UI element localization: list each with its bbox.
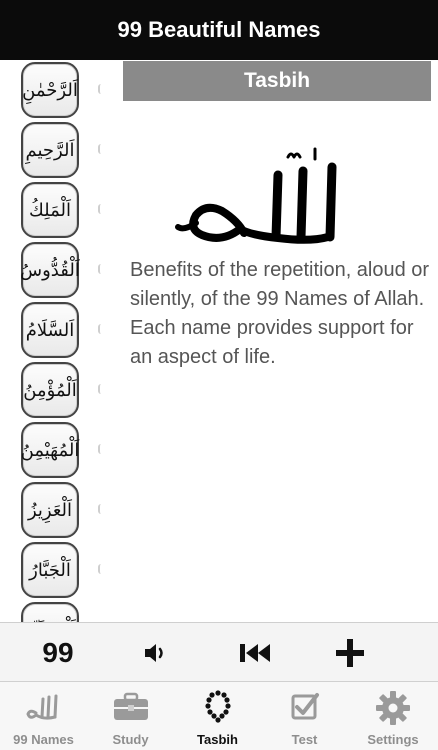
- tab-label: Settings: [367, 732, 419, 747]
- counter-button[interactable]: [22, 623, 94, 683]
- scroll-mark: [98, 504, 106, 514]
- list-item[interactable]: [0, 540, 112, 600]
- name-arabic: اَلْعَزِيزُ: [27, 499, 73, 521]
- names-list[interactable]: [0, 60, 112, 622]
- tab-study[interactable]: [87, 682, 174, 750]
- name-arabic: اَلْمَلِكُ: [28, 199, 72, 221]
- tasbih-toolbar: [0, 622, 438, 682]
- list-item[interactable]: [0, 300, 112, 360]
- add-button[interactable]: [328, 623, 372, 683]
- tab-label: Test: [291, 732, 318, 747]
- tab-bar: [0, 682, 438, 750]
- content-title-bar: [123, 61, 431, 101]
- tab-label: Tasbih: [197, 732, 238, 747]
- allah-calligraphy-icon: [160, 145, 390, 255]
- list-item[interactable]: [0, 360, 112, 420]
- scroll-mark: [98, 204, 106, 214]
- reset-button[interactable]: [232, 623, 278, 683]
- plus-icon: [334, 637, 366, 669]
- counter-value: 99: [42, 637, 74, 668]
- scroll-mark: [98, 84, 106, 94]
- list-item[interactable]: [0, 60, 112, 120]
- gear-icon: [373, 690, 413, 726]
- name-tile[interactable]: [21, 122, 79, 178]
- name-tile[interactable]: [21, 242, 79, 298]
- name-tile[interactable]: [21, 482, 79, 538]
- scroll-mark: [98, 264, 106, 274]
- name-tile[interactable]: [21, 302, 79, 358]
- list-item[interactable]: [0, 240, 112, 300]
- tab-tasbih[interactable]: [174, 682, 261, 750]
- name-tile[interactable]: [21, 182, 79, 238]
- allah-calligraphy-icon: [24, 690, 64, 722]
- content-title: Tasbih: [243, 69, 311, 92]
- list-item[interactable]: [0, 480, 112, 540]
- scroll-mark: [98, 564, 106, 574]
- tab-settings[interactable]: [348, 682, 438, 750]
- tab-label: Study: [112, 732, 149, 747]
- speaker-icon: [142, 641, 168, 665]
- name-arabic: اَلْمُهَيْمِنُ: [20, 439, 80, 461]
- app-header: [0, 0, 438, 60]
- name-tile[interactable]: [21, 62, 79, 118]
- name-arabic: اَلسَّلَامُ: [25, 319, 75, 341]
- list-item[interactable]: [0, 420, 112, 480]
- name-tile[interactable]: [21, 422, 79, 478]
- name-tile[interactable]: [21, 542, 79, 598]
- name-arabic: اَلرَّحِيمِ: [25, 139, 75, 161]
- name-arabic: اَلْمُؤْمِنُ: [23, 379, 77, 401]
- scroll-mark: [98, 444, 106, 454]
- name-arabic: اَلرَّحْمٰنِ: [22, 79, 78, 101]
- list-item[interactable]: [0, 120, 112, 180]
- prayer-beads-icon: [198, 690, 238, 724]
- name-arabic: اَلْجَبَّارُ: [29, 559, 71, 581]
- tab-label: 99 Names: [13, 732, 74, 747]
- scroll-mark: [98, 324, 106, 334]
- app-title: 99 Beautiful Names: [117, 17, 321, 42]
- tasbih-description: Benefits of the repetition, aloud or silently, of the 99 Names of Allah. Each name provides support for an aspect of life.: [130, 259, 430, 368]
- name-tile[interactable]: [21, 362, 79, 418]
- tab-test[interactable]: [261, 682, 348, 750]
- name-arabic: اَلْقُدُّوسُ: [20, 259, 80, 281]
- list-item[interactable]: [0, 180, 112, 240]
- sound-button[interactable]: [135, 623, 175, 683]
- briefcase-icon: [111, 690, 151, 722]
- checkbox-icon: [285, 690, 325, 722]
- skip-to-start-icon: [238, 641, 272, 665]
- scroll-mark: [98, 384, 106, 394]
- tab-99-names[interactable]: [0, 682, 87, 750]
- scroll-mark: [98, 144, 106, 154]
